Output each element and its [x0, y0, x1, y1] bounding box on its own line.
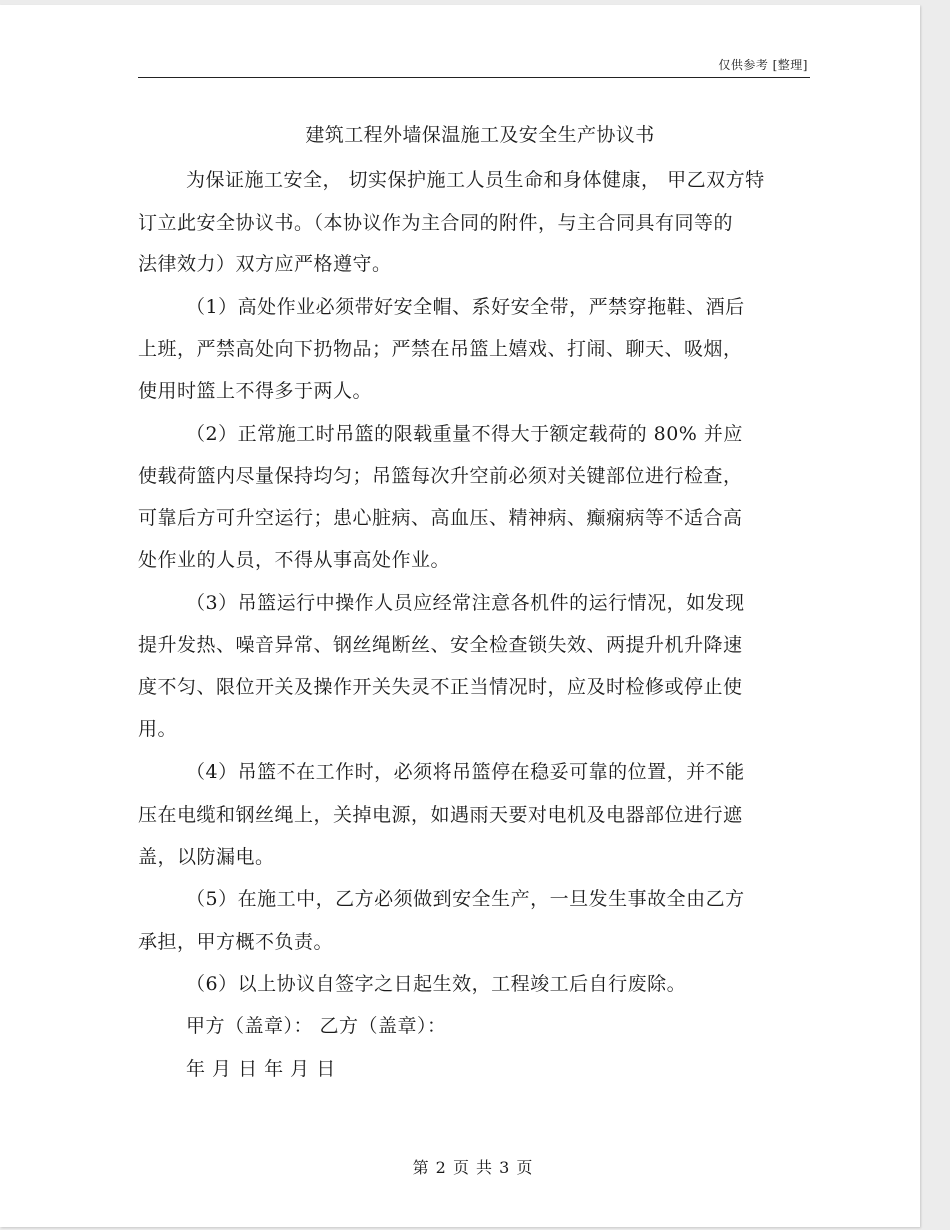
body-line: 提升发热、噪音异常、钢丝绳断丝、安全检查锁失效、两提升机升降速 [138, 634, 743, 656]
body-line: 用。 [138, 718, 178, 740]
body-line: 可靠后方可升空运行；患心脏病、高血压、精神病、癫痫病等不适合高 [138, 507, 743, 529]
body-line: （1）高处作业必须带好安全帽、系好安全带，严禁穿拖鞋、酒后 [186, 296, 745, 318]
body-line: 使载荷篮内尽量保持均匀；吊篮每次升空前必须对关键部位进行检查， [138, 465, 743, 487]
body-line: 法律效力）双方应严格遵守。 [138, 253, 392, 275]
body-line: （2）正常施工时吊篮的限载重量不得大于额定载荷的 80% 并应 [186, 423, 743, 445]
body-line: （6）以上协议自签字之日起生效，工程竣工后自行废除。 [186, 973, 687, 995]
document-title: 建筑工程外墙保温施工及安全生产协议书 [305, 124, 655, 146]
body-line: （3）吊篮运行中操作人员应经常注意各机件的运行情况，如发现 [186, 592, 745, 614]
page-number: 第 2 页 共 3 页 [412, 1158, 534, 1177]
body-line: 承担，甲方概不负责。 [138, 931, 334, 953]
header-note: 仅供参考 [整理] [718, 58, 808, 72]
body-line: 处作业的人员，不得从事高处作业。 [138, 549, 451, 571]
header-rule [138, 77, 810, 78]
body-line: 压在电缆和钢丝绳上，关掉电源，如遇雨天要对电机及电器部位进行遮 [138, 804, 743, 826]
body-line: （4）吊篮不在工作时，必须将吊篮停在稳妥可靠的位置，并不能 [186, 761, 745, 783]
body-line: （5）在施工中，乙方必须做到安全生产，一旦发生事故全由乙方 [186, 888, 745, 910]
body-line: 盖，以防漏电。 [138, 846, 275, 868]
signature-party-line: 甲方（盖章）： 乙方（盖章）： [186, 1015, 447, 1037]
body-line: 为保证施工安全， 切实保护施工人员生命和身体健康， 甲乙双方特 [186, 169, 765, 191]
body-line: 使用时篮上不得多于两人。 [138, 380, 373, 402]
body-line: 订立此安全协议书。（本协议作为主合同的附件，与主合同具有同等的 [138, 212, 734, 234]
body-line: 上班，严禁高处向下扔物品；严禁在吊篮上嬉戏、打闹、聊天、吸烟， [138, 338, 743, 360]
signature-date-line: 年 月 日 年 月 日 [186, 1058, 336, 1080]
body-line: 度不匀、限位开关及操作开关失灵不正当情况时，应及时检修或停止使 [138, 676, 743, 698]
document-page [0, 5, 920, 1227]
